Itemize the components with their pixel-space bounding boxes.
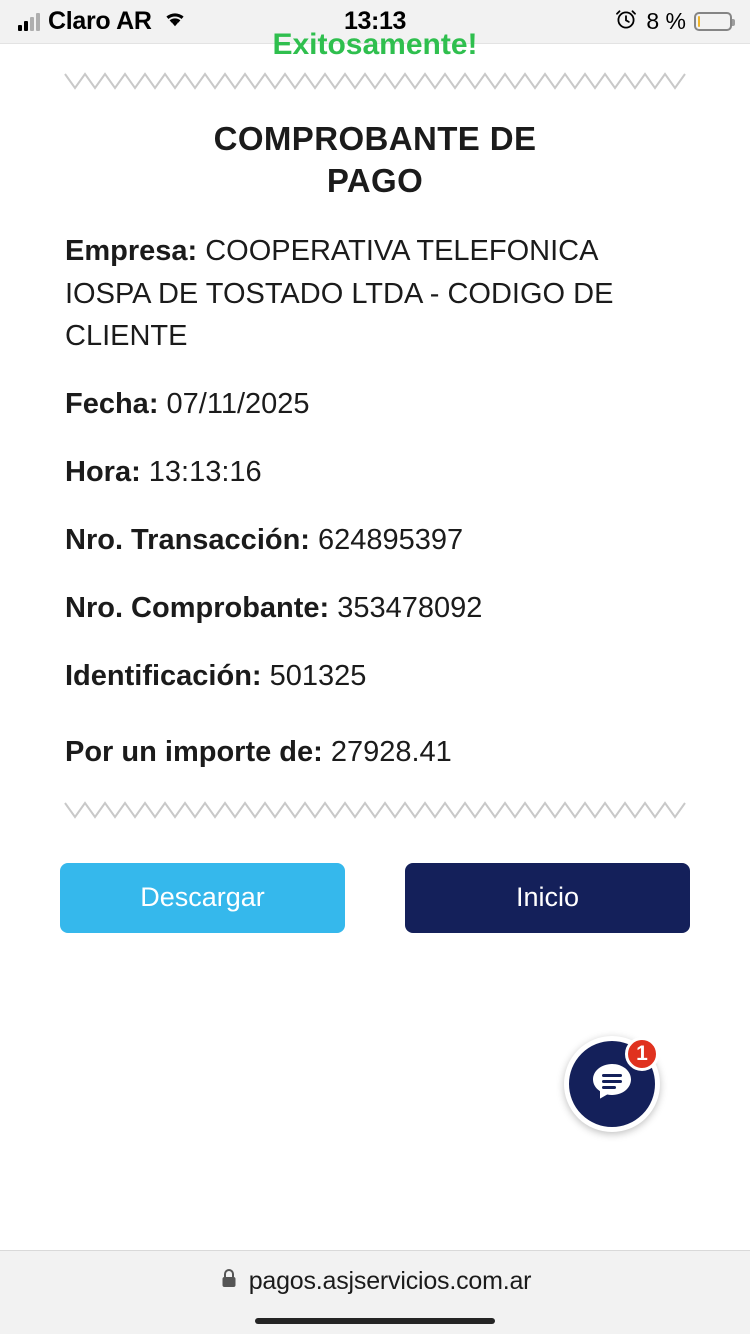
home-button[interactable]: Inicio	[405, 863, 690, 933]
field-identificacion-label: Identificación:	[65, 659, 262, 692]
browser-url-bar[interactable]	[0, 1250, 750, 1334]
alarm-clock-icon	[614, 7, 638, 36]
field-empresa-value: COOPERATIVA TELEFONICA IOSPA DE TOSTADO LTDA - CODIGO DE CLIENTE	[65, 235, 614, 352]
chat-unread-badge: 1	[625, 1037, 659, 1071]
url-text: pagos.asjservicios.com.ar	[248, 1267, 532, 1295]
status-bar-right	[614, 7, 732, 36]
receipt-card	[65, 28, 685, 837]
action-buttons	[60, 863, 690, 933]
home-indicator	[255, 1318, 495, 1324]
field-empresa	[65, 230, 685, 356]
field-nro-transaccion-value: 624895397	[318, 523, 464, 556]
field-nro-comprobante-value: 353478092	[337, 591, 483, 624]
lock-icon	[219, 1267, 239, 1296]
page-content	[0, 28, 750, 1250]
field-identificacion	[65, 655, 685, 697]
field-fecha-value: 07/11/2025	[166, 387, 310, 420]
field-empresa-label: Empresa:	[65, 235, 198, 268]
status-bar-time: 13:13	[344, 7, 406, 35]
receipt-top-torn-edge	[65, 70, 685, 92]
field-nro-comprobante	[65, 587, 685, 629]
signal-bars-icon	[18, 13, 40, 31]
field-hora	[65, 451, 685, 493]
field-fecha	[65, 383, 685, 425]
page-title: COMPROBANTE DE PAGO	[213, 120, 537, 200]
field-importe	[65, 731, 685, 773]
success-message: Exitosamente!	[272, 28, 478, 61]
field-identificacion-value: 501325	[269, 659, 367, 692]
field-hora-label: Hora:	[65, 455, 141, 488]
chat-bubble-button[interactable]	[564, 1036, 660, 1132]
receipt-bottom-torn-edge	[65, 799, 685, 821]
field-nro-transaccion-label: Nro. Transacción:	[65, 523, 310, 556]
receipt-fields	[65, 230, 685, 772]
carrier-label: Claro AR	[48, 7, 152, 35]
field-fecha-label: Fecha:	[65, 387, 159, 420]
field-importe-value: 27928.41	[330, 735, 452, 768]
battery-percent-label: 8 %	[646, 8, 686, 34]
download-button[interactable]: Descargar	[60, 863, 345, 933]
field-nro-comprobante-label: Nro. Comprobante:	[65, 591, 330, 624]
battery-icon	[694, 12, 732, 31]
field-importe-label: Por un importe de:	[65, 735, 323, 768]
field-hora-value: 13:13:16	[148, 455, 262, 488]
field-nro-transaccion	[65, 519, 685, 561]
